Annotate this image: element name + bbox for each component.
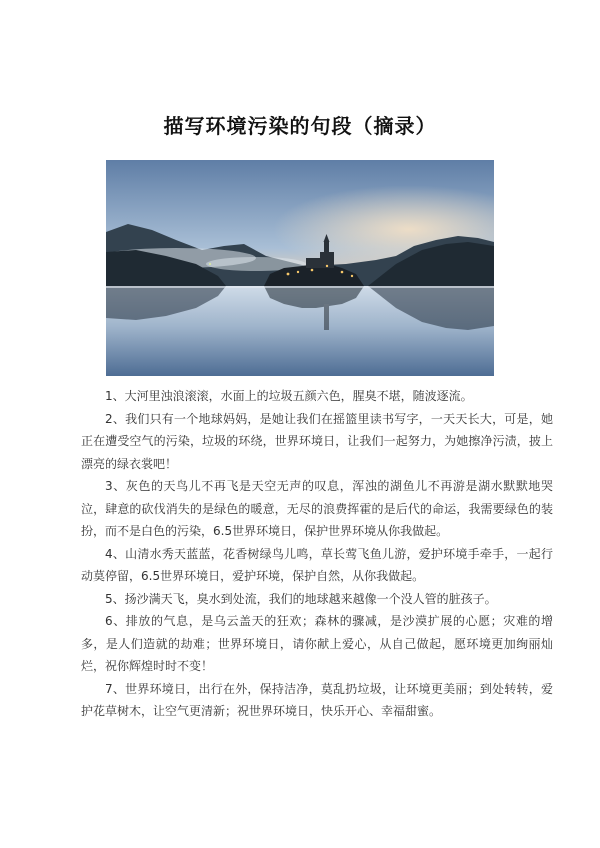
- paragraph: 7、世界环境日，出行在外，保持洁净，莫乱扔垃圾，让环境更美丽；到处转转，爱护花草树木，让空气更清新；祝世界环境日，快乐开心、幸福甜蜜。: [81, 681, 553, 718]
- document-title: 描写环境污染的句段（摘录）: [163, 114, 437, 138]
- lake-landscape-photo: [106, 160, 494, 376]
- lake-landscape-illustration: [106, 160, 494, 376]
- paragraph: 2、我们只有一个地球妈妈，是她让我们在摇篮里读书写字，一天天长大，可是，她正在遭受空气的污染，垃圾的环绕，世界环境日，让我们一起努力，为她擦净污渍，披上漂亮的绿衣裳吧！: [81, 411, 553, 471]
- paragraph: 1、大河里浊浪滚滚，水面上的垃圾五颜六色，腥臭不堪，随波逐流。: [105, 389, 473, 403]
- paragraph: 5、扬沙满天飞，臭水到处流，我们的地球越来越像一个没人管的脏孩子。: [105, 591, 497, 606]
- shoreline-highlight: [106, 286, 494, 288]
- document-body: [81, 385, 553, 723]
- paragraph: 6、排放的气息，是乌云盖天的狂欢；森林的骤减，是沙漠扩展的心愿；灾难的增多，是人们造就的劫难；世界环境日，请你献上爱心，从自己做起，愿环境更加绚丽灿烂，祝你辉煌时时不变！: [81, 614, 553, 673]
- paragraph: 4、山清水秀天蓝蓝，花香树绿鸟儿鸣，草长莺飞鱼儿游，爱护环境手牵手，一起行动莫停留，6.5世界环境日，爱护环境，保护自然，从你我做起。: [81, 546, 553, 583]
- paragraph: 3、灰色的天鸟儿不再飞是天空无声的叹息，浑浊的湖鱼儿不再游是湖水默默地哭泣，肆意的砍伐消失的是绿色的暖意，无尽的浪费挥霍的是后代的命运，我需要绿色的装扮，而不是白色的污染，6.5世界环境日，保护世界环境从你我做起。: [81, 479, 553, 538]
